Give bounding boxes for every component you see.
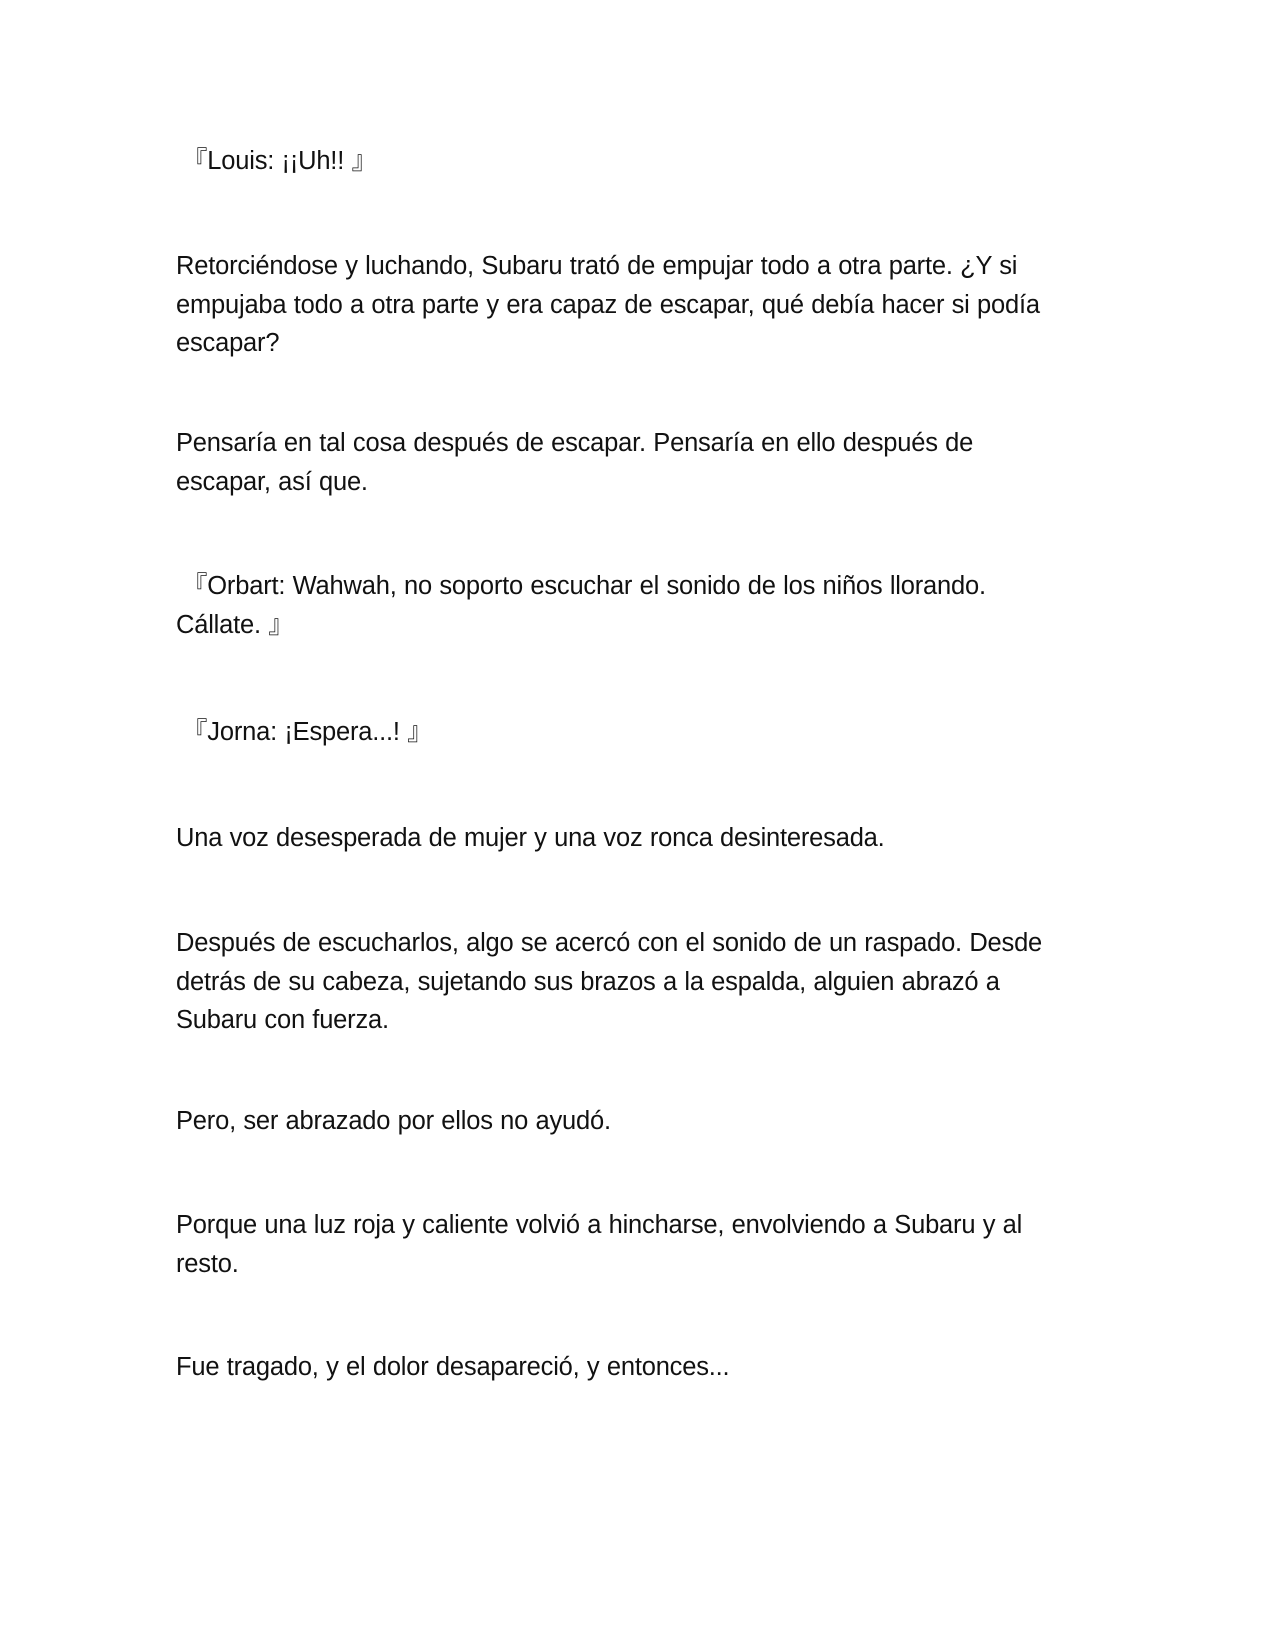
- text-line: Subaru con fuerza.: [176, 1006, 389, 1034]
- paragraph-orbart-dialogue: [176, 567, 1102, 644]
- paragraph-think-later: [176, 424, 1096, 501]
- text-line: Una voz desesperada de mujer y una voz ronca desinteresada.: [176, 824, 885, 852]
- text-line: 『Orbart: Wahwah, no soporto escuchar el sonido de los niños llorando.: [182, 572, 986, 600]
- text-line: Retorciéndose y luchando, Subaru trató de empujar todo a otra parte. ¿Y si: [176, 252, 1018, 280]
- paragraph-red-light: [176, 1206, 1096, 1283]
- text-line: detrás de su cabeza, sujetando sus brazos a la espalda, alguien abrazó a: [176, 967, 1000, 996]
- text-line: escapar?: [176, 329, 280, 357]
- text-line: 『Louis: ¡¡Uh!! 』: [182, 147, 377, 175]
- text-line: resto.: [176, 1249, 239, 1278]
- text-line: Porque una luz roja y caliente volvió a hincharse, envolviendo a Subaru y al: [176, 1211, 1023, 1239]
- text-line: escapar, así que.: [176, 467, 368, 496]
- paragraph-jorna-dialogue: [182, 713, 1102, 752]
- text-line: 『Jorna: ¡Espera...! 』: [182, 718, 433, 746]
- text-line: Pero, ser abrazado por ellos no ayudó.: [176, 1107, 611, 1135]
- paragraph-embrace: [176, 924, 1096, 1040]
- paragraph-louis-dialogue: [182, 142, 1102, 181]
- paragraph-voices: [176, 819, 1096, 858]
- text-line: Pensaría en tal cosa después de escapar. Pensaría en ello después de: [176, 429, 974, 457]
- text-line: Fue tragado, y el dolor desapareció, y entonces...: [176, 1353, 730, 1381]
- paragraph-did-not-help: [176, 1102, 1096, 1141]
- paragraph-swallowed: [176, 1348, 1096, 1387]
- text-line: Cállate. 』: [176, 610, 294, 639]
- text-line: Después de escucharlos, algo se acercó con el sonido de un raspado. Desde: [176, 929, 1043, 957]
- paragraph-subaru-struggle: [176, 247, 1096, 363]
- text-line: empujaba todo a otra parte y era capaz de escapar, qué debía hacer si podía: [176, 290, 1040, 319]
